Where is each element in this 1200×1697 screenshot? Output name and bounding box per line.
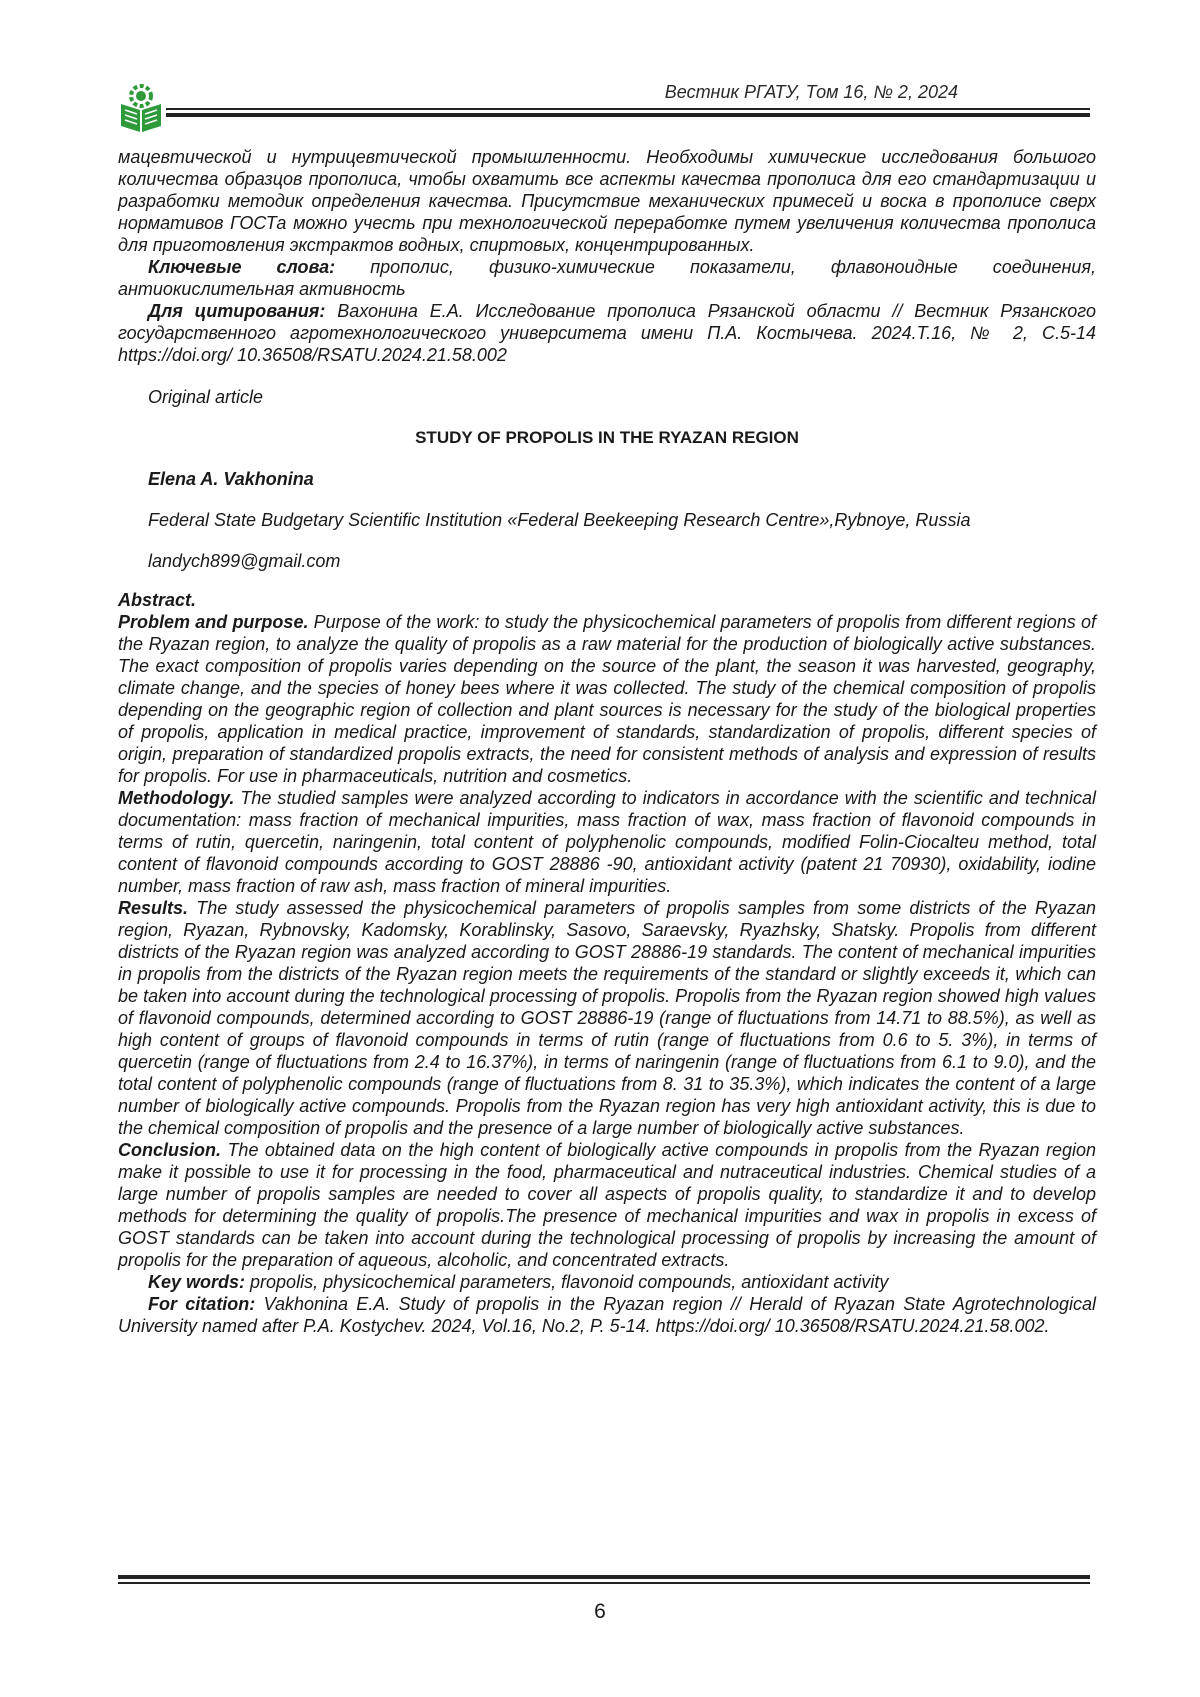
footer-rule-thin [118,1582,1090,1584]
page-number: 6 [594,1600,606,1623]
russian-citation-label: Для цитирования: [148,301,326,321]
author-affiliation: Federal State Budgetary Scientific Institution «Federal Beekeeping Research Centre»,Rybnoye, Russia [148,510,971,530]
problem-text: Purpose of the work: to study the physicochemical parameters of propolis from different regions of the Ryazan region, to analyze the quality of propolis as a raw material for the production of biologically active substances. The exact composition of propolis varies depending on the source of the plant, the season it was harvested, geography, climate change, and the species of honey bees where it was collected. The study of the chemical composition of propolis depending on the geographic region of collection and plant sources is necessary for the study of the biological properties of propolis, application in medical practice, improvement of standards, standardization of propolis, different species of origin, preparation of standardized propolis extracts, the need for consistent methods of analysis and expression of results for propolis. For use in pharmaceuticals, nutrition and cosmetics. [118,612,1096,786]
russian-abstract-tail: мацевтической и нутрицевтической промышленности. Необходимы химические исследования большого количества образцов прополиса, чтобы охватить все аспекты качества прополиса для его стандартизации и разработки методик определения качества. Присутствие механических примесей и воска в прополисе сверх нормативов ГОСТа можно учесть при технологической переработке путем увеличения количества прополиса для приготовления экстрактов водных, спиртовых, концентрированных. [118,147,1096,255]
results-label: Results. [118,898,189,918]
footer-rule-thick [118,1575,1090,1579]
methodology-label: Methodology. [118,788,235,808]
book-with-gear-logo-icon [118,82,164,134]
problem-label: Problem and purpose. [118,612,309,632]
author-email: landych899@gmail.com [148,551,341,571]
header-rule-thick [166,113,1090,117]
results-text: The study assessed the physicochemical parameters of propolis samples from some districts of the Ryazan region, Ryazan, Rybnovsky, Kadomsky, Korablinsky, Sasovo, Saraevsky, Ryazhsky, Shatsky. Propolis from different districts of the Ryazan region was analyzed according to GOST 28886-19 standards. The content of mechanical impurities in propolis from the districts of the Ryazan region meets the requirements of the standard or slightly exceeds it, which can be taken into account during the technological processing of propolis. Propolis from the Ryazan region showed high values of flavonoid compounds, determined according to GOST 28886-19 (range of fluctuations from 14.71 to 88.5%), as well as high content of groups of flavonoid compounds in terms of rutin (range of fluctuations from 0.6 to 5. 3%), in terms of quercetin (range of fluctuations from 2.4 to 16.37%), in terms of naringenin (range of fluctuations from 6.1 to 9.0), and the total content of polyphenolic compounds (range of fluctuations from 8. 31 to 35.3%), which indicates the content of a large number of biologically active compounds. Propolis from the Ryazan region has very high antioxidant activity, this is due to the chemical composition of propolis and the presence of a large number of biologically active substances. [118,898,1096,1138]
english-keywords-label: Key words: [148,1272,246,1292]
russian-keywords-label: Ключевые слова: [148,257,336,277]
russian-keywords [118,256,1096,300]
russian-citation-text: Вахонина Е.А. Исследование прополиса Рязанской области // Вестник Рязанского государственного агротехнологического университета имени П.А. Костычева. 2024.Т.16, № 2, С.5-14 https://doi.org/ 10.36508/RSATU.2024.21.58.002 [118,301,1096,365]
article-type: Original article [148,387,264,407]
english-citation-label: For citation: [148,1294,256,1314]
english-citation-text: Vakhonina E.A. Study of propolis in the Ryazan region // Herald of Ryazan State Agrotechnological University named after P.A. Kostychev. 2024, Vol.16, No.2, P. 5-14. https://doi.org/ 10.36508/RSATU.2024.21.58.002. [118,1294,1096,1336]
header-rule-thin [166,108,1090,110]
author-name: Elena A. Vakhonina [148,469,314,489]
article-title: STUDY OF PROPOLIS IN THE RYAZAN REGION [415,428,799,447]
abstract-heading: Abstract. [118,590,197,610]
russian-citation [118,300,1096,366]
russian-keywords-text: прополис, физико-химические показатели, флавоноидные соединения, антиокислительная активность [118,257,1096,299]
abstract-problem [118,611,1096,787]
abstract-results [118,897,1096,1139]
english-keywords [118,1271,1096,1293]
page-content [118,146,1096,1337]
abstract-methodology [118,787,1096,897]
page-header [118,78,1090,140]
english-keywords-text: propolis, physicochemical parameters, flavonoid compounds, antioxidant activity [245,1272,889,1292]
english-citation [118,1293,1096,1337]
conclusion-text: The obtained data on the high content of biologically active compounds in propolis from the Ryazan region make it possible to use it for processing in the food, pharmaceutical and nutraceutical industries. Chemical studies of a large number of propolis samples are needed to cover all aspects of propolis quality, to standardize it and to develop methods for determining the quality of propolis.The presence of mechanical impurities and wax in propolis in excess of GOST standards can be taken into account during the technological processing of propolis by increasing the amount of propolis for the preparation of aqueous, alcoholic, and concentrated extracts. [118,1140,1096,1270]
abstract-conclusion [118,1139,1096,1271]
methodology-text: The studied samples were analyzed according to indicators in accordance with the scientific and technical documentation: mass fraction of mechanical impurities, mass fraction of wax, mass fraction of flavonoid compounds in terms of rutin, quercetin, naringenin, total content of polyphenolic compounds, modified Folin-Ciocalteu method, total content of flavonoid compounds according to GOST 28886 -90, antioxidant activity (patent 21 70930), oxidability, iodine number, mass fraction of raw ash, mass fraction of mineral impurities. [118,788,1096,896]
conclusion-label: Conclusion. [118,1140,221,1160]
journal-reference: Вестник РГАТУ, Том 16, № 2, 2024 [664,82,958,102]
